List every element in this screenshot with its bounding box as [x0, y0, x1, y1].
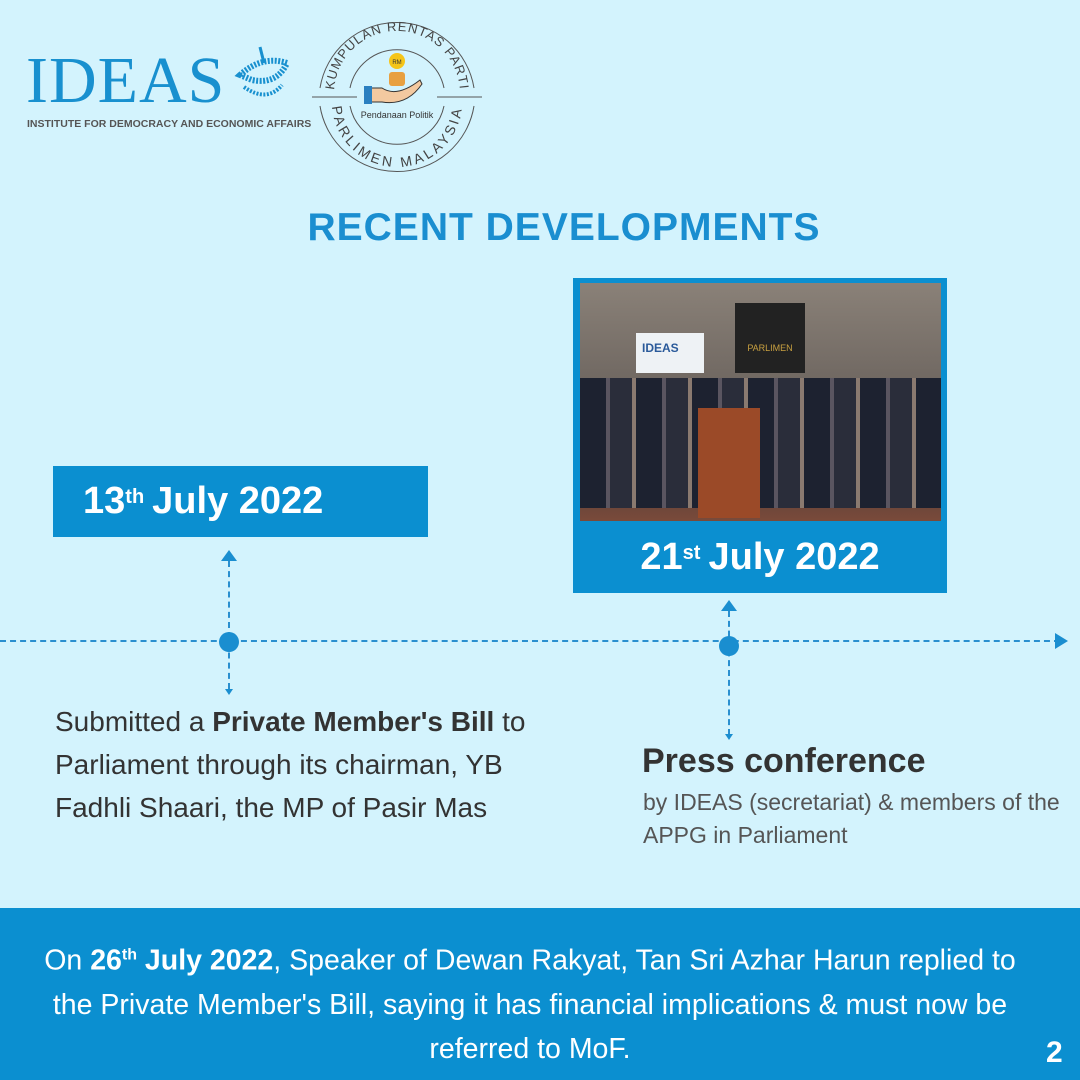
- timeline-arrow-icon: [1055, 633, 1068, 649]
- podium: [698, 408, 760, 518]
- event-2-description: by IDEAS (secretariat) & members of the APPG in Parliament: [643, 789, 1060, 848]
- date-rest: July 2022: [708, 535, 880, 578]
- footer-date-suffix: th: [121, 946, 138, 963]
- event-2-heading: Press conference: [642, 742, 926, 780]
- date-rest: July 2022: [152, 480, 324, 522]
- timeline-dot: [219, 632, 239, 652]
- date-day: 13: [83, 480, 126, 522]
- ideas-logo-wordmark: IDEAS: [26, 44, 226, 117]
- ideas-banner: IDEAS: [636, 333, 704, 373]
- svg-text:Pendanaan Politik: Pendanaan Politik: [360, 110, 434, 120]
- footer-date-day: 26: [90, 944, 122, 977]
- appg-seal-logo: [312, 18, 482, 178]
- footer-date-rest: July 2022: [137, 944, 274, 977]
- timeline-line: [0, 640, 1060, 642]
- connector-line: [228, 561, 230, 689]
- desc-bold: Private Member's Bill: [212, 706, 495, 737]
- page-number: 2: [1046, 1036, 1063, 1069]
- ideas-logo-subtitle: INSTITUTE FOR DEMOCRACY AND ECONOMIC AFFAIRS: [27, 118, 312, 130]
- footer-text: [30, 933, 1030, 1071]
- footer-pre: On: [44, 944, 91, 977]
- svg-text:KUMPULAN RENTAS PARTI: KUMPULAN RENTAS PARTI: [322, 18, 472, 91]
- arrow-down-icon: [225, 689, 233, 695]
- parlimen-backdrop: PARLIMEN: [735, 303, 805, 373]
- press-conference-photo: [580, 283, 941, 521]
- date-suffix: th: [125, 486, 145, 508]
- footer-post: , Speaker of Dewan Rakyat, Tan Sri Azhar Harun replied to the Private Member's Bill, saying it has financial implications & must now be referred to MoF.: [52, 944, 1016, 1065]
- svg-text:PARLIMEN MALAYSIA: PARLIMEN MALAYSIA: [328, 104, 466, 171]
- date-suffix: st: [682, 541, 701, 564]
- timeline-dot: [719, 636, 739, 656]
- desc-text: Submitted a: [55, 706, 213, 737]
- date-box-13-july: [53, 466, 428, 537]
- svg-text:RM: RM: [392, 60, 402, 66]
- event-1-description: [55, 700, 575, 829]
- desc-text: to Parliament through its chairman, YB Fadhli Shaari, the MP of Pasir Mas: [55, 706, 526, 823]
- ideas-bird-icon: [232, 45, 294, 105]
- group-of-people: [580, 378, 941, 508]
- connector-line: [728, 611, 730, 735]
- date-day: 21: [640, 535, 683, 578]
- page-title: RECENT DEVELOPMENTS: [307, 206, 821, 249]
- arrow-up-icon: [721, 600, 737, 611]
- arrow-up-icon: [221, 550, 237, 561]
- arrow-down-icon: [725, 734, 733, 740]
- date-box-21-july: [573, 521, 947, 593]
